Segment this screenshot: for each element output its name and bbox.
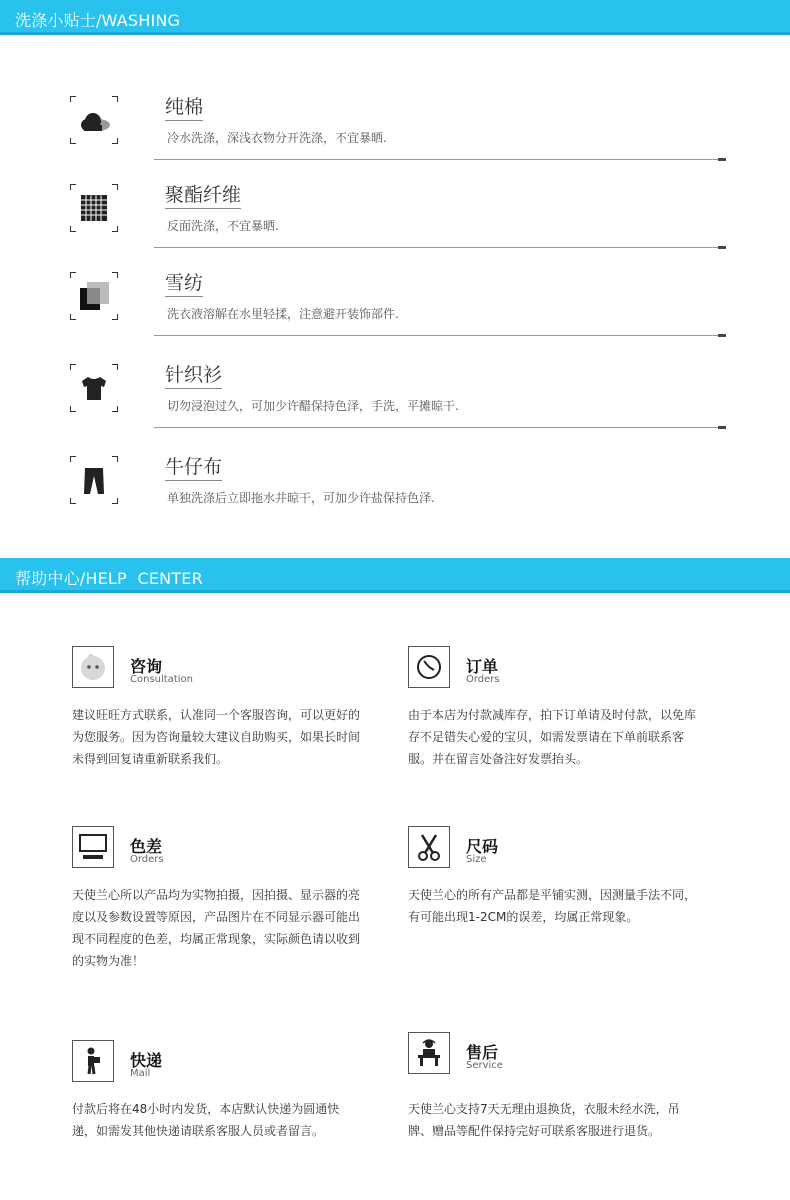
help-item-text: 付款后将在48小时内发货，本店默认快递为圆通快递，如需发其他快递请联系客服人员或者留言。 (72, 1102, 340, 1138)
washing-item-knitwear (0, 364, 790, 452)
help-item-subtitle: Mail (130, 1068, 151, 1079)
help-item-text: 天使兰心支持7天无理由退换货，衣服未经水洗，吊牌、赠品等配件保持完好可联系客服进行退货。 (408, 1102, 680, 1138)
washing-header-title: 洗涤小贴士/WASHING (15, 11, 181, 30)
help-item-subtitle: Orders (130, 854, 164, 865)
washing-item-title: 聚酯纤维 (165, 180, 241, 209)
pants-icon (76, 462, 112, 498)
help-item-text: 天使兰心所以产品均为实物拍摄，因拍摄、显示器的亮度以及参数设置等原因，产品图片在不同显示器可能出现不同程度的色差，均属正常现象，实际颜色请以收到的实物为准！ (72, 888, 361, 968)
grid-icon (76, 190, 112, 226)
icon-box (72, 826, 114, 868)
help-item-title: 色差 (130, 837, 163, 856)
washing-item-desc: 单独洗涤后立即拖水并晾干，可加少许盐保持色泽. (167, 491, 435, 505)
washing-item-title: 牛仔布 (165, 452, 222, 481)
help-item-title: 尺码 (466, 837, 499, 856)
washing-item-polyester (0, 184, 790, 272)
monitor-icon (77, 831, 109, 863)
washing-item-denim (0, 456, 790, 544)
washing-item-title: 纯棉 (165, 92, 203, 121)
help-item-text: 天使兰心的所有产品都是平铺实测，因测量手法不同，有可能出现1-2CM的误差，均属正常现象。 (408, 888, 697, 924)
icon-box (408, 646, 450, 688)
icon-frame (70, 364, 118, 412)
washing-item-title: 雪纺 (165, 268, 203, 297)
icon-frame (70, 456, 118, 504)
help-item-text: 建议旺旺方式联系，认准同一个客服咨询，可以更好的为您服务。因为咨询量较大建议自助购买，如果长时间未得到回复请重新联系我们。 (72, 708, 361, 766)
help-header-title: 帮助中心/HELP CENTER (15, 569, 203, 588)
help-item-title: 订单 (466, 657, 499, 676)
icon-box (408, 1032, 450, 1074)
scissors-icon (413, 831, 445, 863)
help-item-subtitle: Size (466, 854, 487, 865)
washing-item-desc: 冷水洗涤，深浅衣物分开洗涤，不宜暴晒. (167, 131, 387, 145)
help-item-title: 咨询 (130, 657, 163, 676)
washing-item-desc: 反面洗涤，不宜暴晒. (167, 219, 279, 233)
help-item-title: 快递 (130, 1051, 163, 1070)
courier-icon (77, 1045, 109, 1077)
divider (154, 159, 726, 160)
help-item-title: 售后 (466, 1043, 499, 1062)
divider (154, 427, 726, 428)
clock-icon (413, 651, 445, 683)
washing-header-bar (0, 0, 790, 35)
tshirt-icon (76, 370, 112, 406)
cloud-icon (76, 102, 112, 138)
icon-box (72, 1040, 114, 1082)
washing-item-desc: 洗衣液溶解在水里轻揉，注意避开装饰部件. (167, 307, 399, 321)
help-item-subtitle: Orders (466, 674, 500, 685)
help-item-subtitle: Service (466, 1060, 503, 1071)
washing-item-cotton (0, 96, 790, 184)
icon-box (408, 826, 450, 868)
icon-frame (70, 184, 118, 232)
divider (154, 335, 726, 336)
washing-item-desc: 切勿浸泡过久，可加少许醋保持色泽，手洗，平摊晾干. (167, 399, 459, 413)
layered-squares-icon (76, 278, 112, 314)
divider (154, 247, 726, 248)
icon-frame (70, 96, 118, 144)
help-item-subtitle: Consultation (130, 674, 193, 685)
chat-icon (77, 651, 109, 683)
icon-frame (70, 272, 118, 320)
service-desk-icon (413, 1037, 445, 1069)
washing-item-chiffon (0, 272, 790, 360)
help-item-text: 由于本店为付款减库存，拍下订单请及时付款，以免库存不足错失心爱的宝贝，如需发票请在下单前联系客服。并在留言处备注好发票抬头。 (408, 708, 697, 766)
washing-item-title: 针织衫 (165, 360, 222, 389)
help-header-bar (0, 558, 790, 593)
icon-box (72, 646, 114, 688)
